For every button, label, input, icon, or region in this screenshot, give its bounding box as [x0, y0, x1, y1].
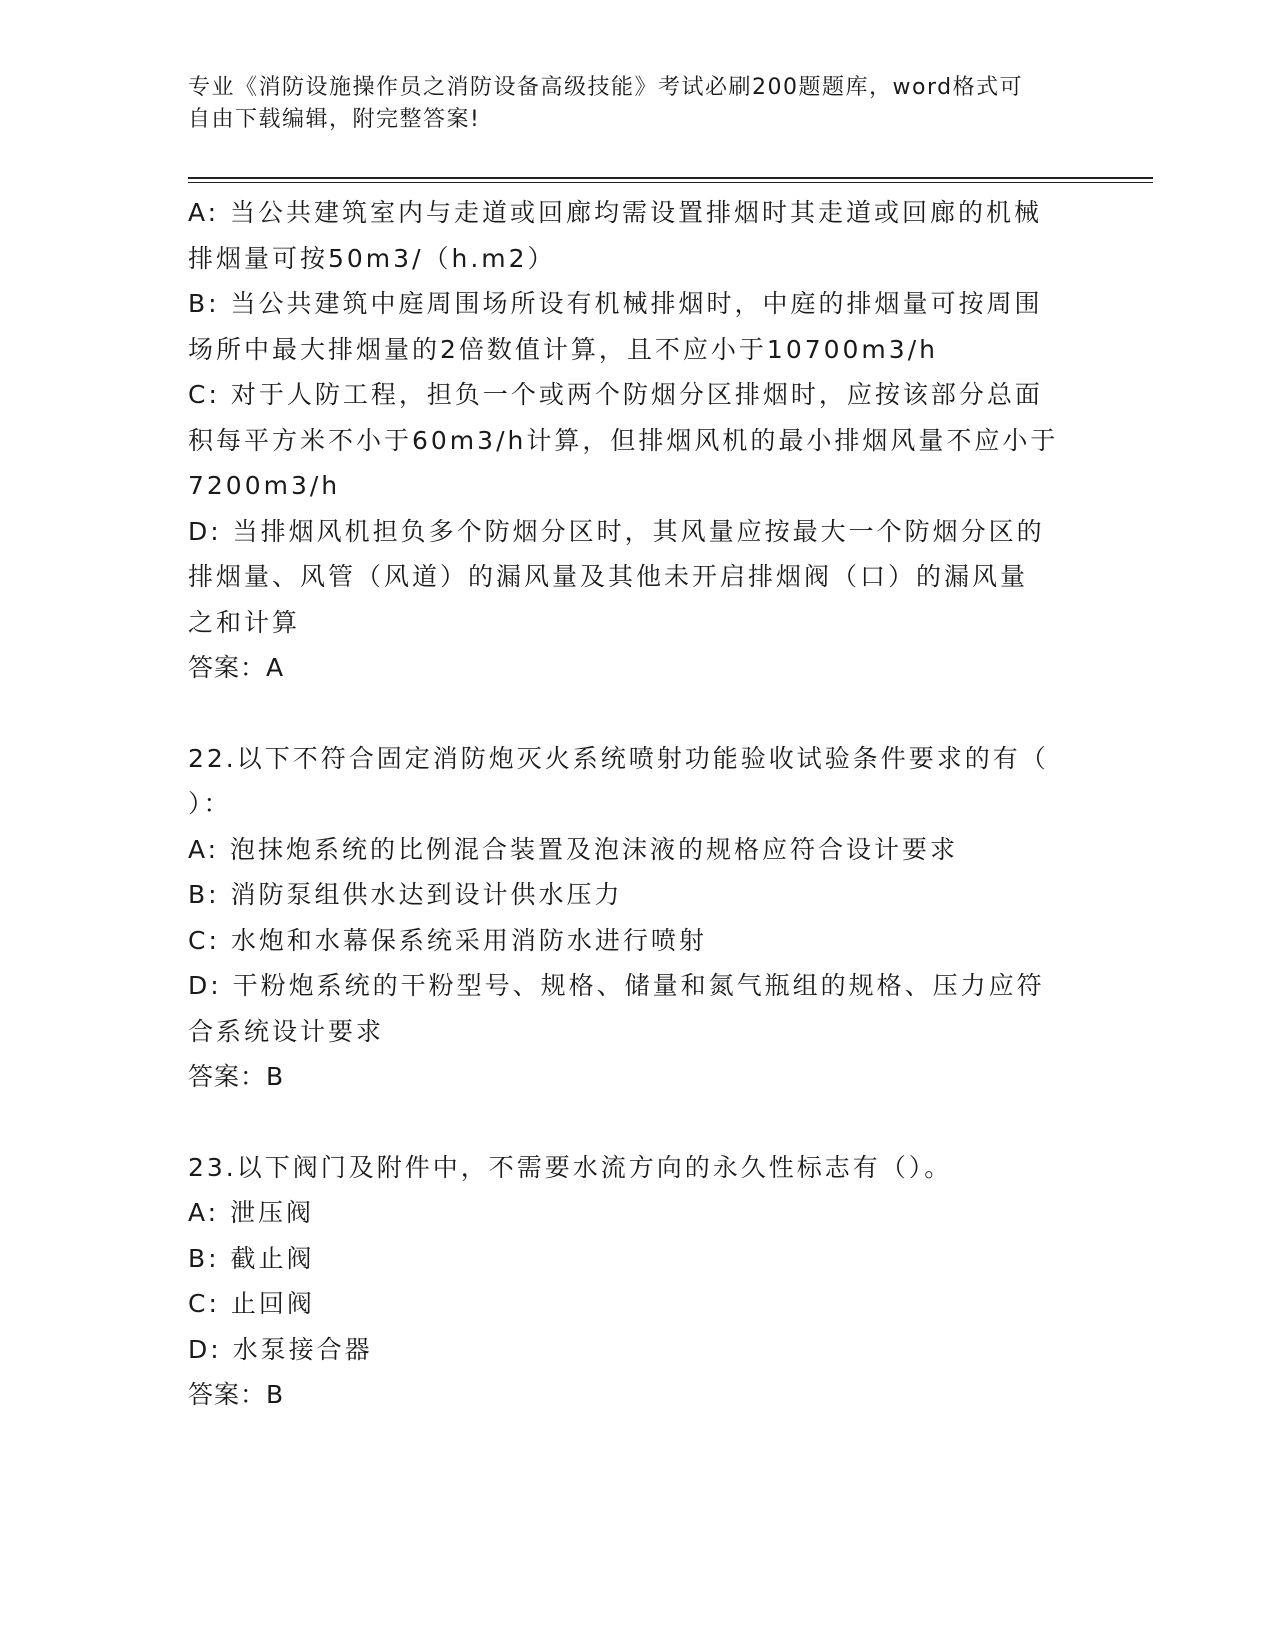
q22-answer: 答案：B	[188, 1062, 285, 1091]
q21-option-d-line-1: D: 当排烟风机担负多个防烟分区时，其风量应按最大一个防烟分区的	[188, 516, 1045, 546]
q21-option-c-line-1: C: 对于人防工程，担负一个或两个防烟分区排烟时，应按该部分总面	[188, 380, 1043, 409]
header-rule-thick	[188, 177, 1153, 179]
q21-option-d-line-2: 排烟量、风管（风道）的漏风量及其他未开启排烟阀（口）的漏风量	[188, 562, 1029, 591]
q23-option-c: C: 止回阀	[188, 1289, 315, 1318]
q21-option-b	[188, 281, 1068, 372]
q21-answer: 答案：A	[188, 653, 285, 682]
q22-stem-line-2: ）：	[188, 789, 232, 818]
question-spacer	[188, 691, 1068, 736]
q23-option-a: A: 泄压阀	[188, 1198, 315, 1227]
q21-option-d-line-3: 之和计算	[188, 607, 301, 637]
q22-option-c: C: 水炮和水幕保系统采用消防水进行喷射	[188, 925, 707, 955]
header-line-1: 专业《消防设施操作员之消防设备高级技能》考试必刷200题题库，word格式可	[188, 75, 1024, 100]
q21-option-c-line-3: 7200m3/h	[188, 471, 341, 500]
header-line-2: 自由下载编辑，附完整答案!	[188, 107, 481, 132]
q21-option-a	[188, 190, 1068, 281]
q21-option-a-line-1: A: 当公共建筑室内与走道或回廊均需设置排烟时其走道或回廊的机械	[188, 198, 1043, 227]
q23-option-d: D: 水泵接合器	[188, 1334, 373, 1364]
q21-option-c-line-2: 积每平方米不小于60m3/h计算，但排烟风机的最小排烟风量不应小于	[188, 425, 1059, 455]
q23-stem: 23.以下阀门及附件中，不需要水流方向的永久性标志有（）。	[188, 1152, 953, 1182]
header-rule-thin	[188, 182, 1153, 183]
q22-option-a: A: 泡抹炮系统的比例混合装置及泡沫液的规格应符合设计要求	[188, 834, 959, 864]
q21-option-a-line-2: 排烟量可按50m3/（h.m2）	[188, 243, 556, 273]
q22-option-b: B: 消防泵组供水达到设计供水压力	[188, 880, 623, 909]
q22-stem	[188, 736, 1068, 827]
q21-option-b-line-1: B: 当公共建筑中庭周围场所设有机械排烟时，中庭的排烟量可按周围	[188, 289, 1043, 318]
q22-option-d-line-2: 合系统设计要求	[188, 1016, 385, 1046]
q23-option-b: B: 截止阀	[188, 1243, 315, 1273]
q21-option-c	[188, 372, 1068, 509]
q23-answer: 答案：B	[188, 1380, 285, 1409]
document-body	[188, 190, 1068, 1418]
document-header	[188, 72, 1068, 136]
q22-stem-line-1: 22.以下不符合固定消防炮灭火系统喷射功能验收试验条件要求的有（	[188, 743, 1049, 773]
question-spacer	[188, 1100, 1068, 1145]
q22-option-d	[188, 963, 1068, 1054]
q22-option-d-line-1: D: 干粉炮系统的干粉型号、规格、储量和氮气瓶组的规格、压力应符	[188, 971, 1045, 1000]
q21-option-d	[188, 509, 1068, 646]
q21-option-b-line-2: 场所中最大排烟量的2倍数值计算，且不应小于10700m3/h	[188, 334, 938, 364]
